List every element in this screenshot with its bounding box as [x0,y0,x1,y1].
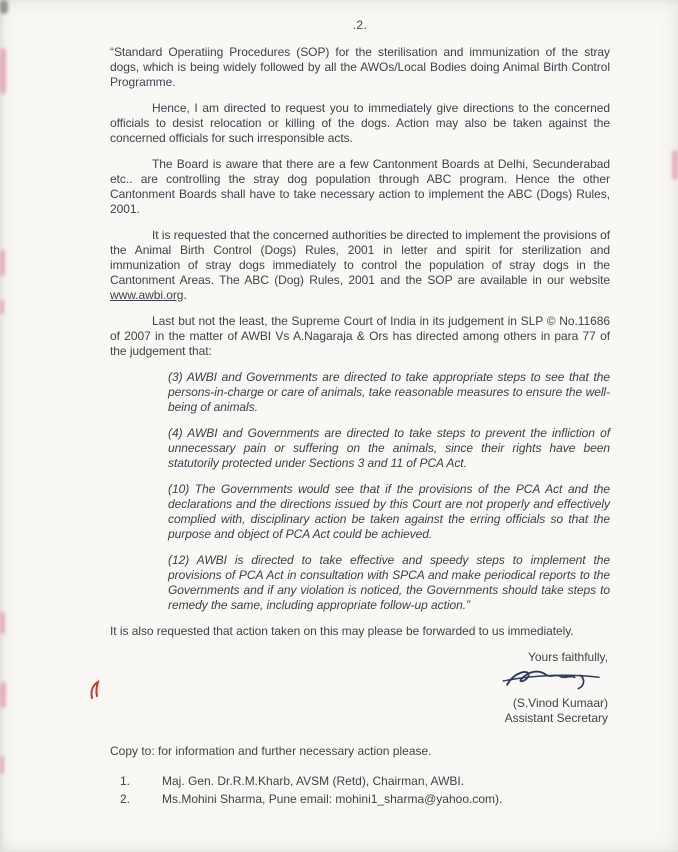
closing-name: (S.Vinod Kumaar) [512,696,608,710]
list-item-text: Maj. Gen. Dr.R.M.Kharb, AVSM (Retd), Chairman, AWBI. [162,774,465,788]
scan-artifact [0,682,6,708]
signature-scribble [110,666,608,696]
copy-section [110,744,610,807]
paragraph-board-aware: The Board is aware that there are a few Cantonment Boards at Delhi, Secunderabad etc.. are controlling the stray dog population through ABC program. Hence the other Cantonment Boards shall have to take necessary action to implement the ABC (Dogs) Rules, 2001. [110,157,610,216]
judgement-quote-3: (3) AWBI and Governments are directed to take appropriate steps to see that the persons-in-charge or care of animals, take reasonable measures to ensure the well-being of animals. [168,370,610,414]
page-number: .2. [352,18,368,32]
list-item-number: 1. [120,774,131,788]
red-pen-mark [88,680,102,705]
scan-artifact [672,150,678,180]
scan-artifact [0,250,5,276]
scan-artifact [0,0,8,14]
scan-artifact [0,48,6,94]
scan-artifact [0,756,4,774]
copy-list [110,774,610,807]
awbi-website-link: www.awbi.org [110,288,184,302]
paragraph-supreme-court: Last but not the least, the Supreme Court of India in its judgement in SLP © No.11686 of 2007 in the matter of AWBI Vs A.Nagaraja & Ors has directed among others in para 77 of the judgement that: [110,314,610,358]
paragraph-request-directions: Hence, I am directed to request you to immediately give directions to the concerned officials to desist relocation or killing of the dogs. Action may also be taken against the concerned officials for such irresponsible acts. [110,101,610,145]
paragraph-abc-rules-text: It is requested that the concerned authorities be directed to implement the provisions of the Animal Birth Control (Dogs) Rules, 2001 in letter and spirit for sterilization and immunization of stray dogs immediately to control the population of stray dogs in the Cantonment Areas. The ABC (Dog) Rules, 2001 and the SOP are available in our website [110,228,610,287]
paragraph-abc-rules-period: . [183,288,187,302]
list-item [120,792,610,807]
judgement-quote-12: (12) AWBI is directed to take effective and speedy steps to implement the provisions of PCA Act in consultation with SPCA and make periodical reports to the Governments and if any violation is noticed, the Governments should take steps to remedy the same, including appropriate follow-up action.” [168,553,610,612]
closing-salutation: Yours faithfully, [527,650,608,664]
list-item-number: 2. [120,792,131,806]
scan-artifact [0,300,4,314]
paragraph-abc-rules [110,228,610,303]
paragraph-final-request: It is also requested that action taken on this may please be forwarded to us immediately. [110,624,574,638]
closing-block [110,650,610,726]
closing-title: Assistant Secretary [504,711,608,725]
scan-artifact [0,612,5,634]
letter-body [110,18,610,810]
judgement-quote-4: (4) AWBI and Governments are directed to take steps to prevent the infliction of unnecessary pain or suffering on the animals, since their rights have been statutorily protected under Sections 3 and 11 of PCA Act. [168,426,610,470]
paragraph-sop: “Standard Operatiing Procedures (SOP) for the sterilisation and immunization of the stray dogs, which is being widely followed by all the AWOs/Local Bodies doing Animal Birth Control Programme. [110,45,610,89]
list-item-text: Ms.Mohini Sharma, Pune email: mohini1_sharma@yahoo.com). [162,792,503,806]
copy-heading: Copy to: for information and further necessary action please. [110,744,432,758]
judgement-quote-10: (10) The Governments would see that if the provisions of the PCA Act and the declarations and the directions issued by this Court are not properly and effectively complied with, disciplinary action be taken against the erring officials so that the purpose and object of PCA Act could be achieved. [168,482,610,541]
list-item [120,774,610,789]
